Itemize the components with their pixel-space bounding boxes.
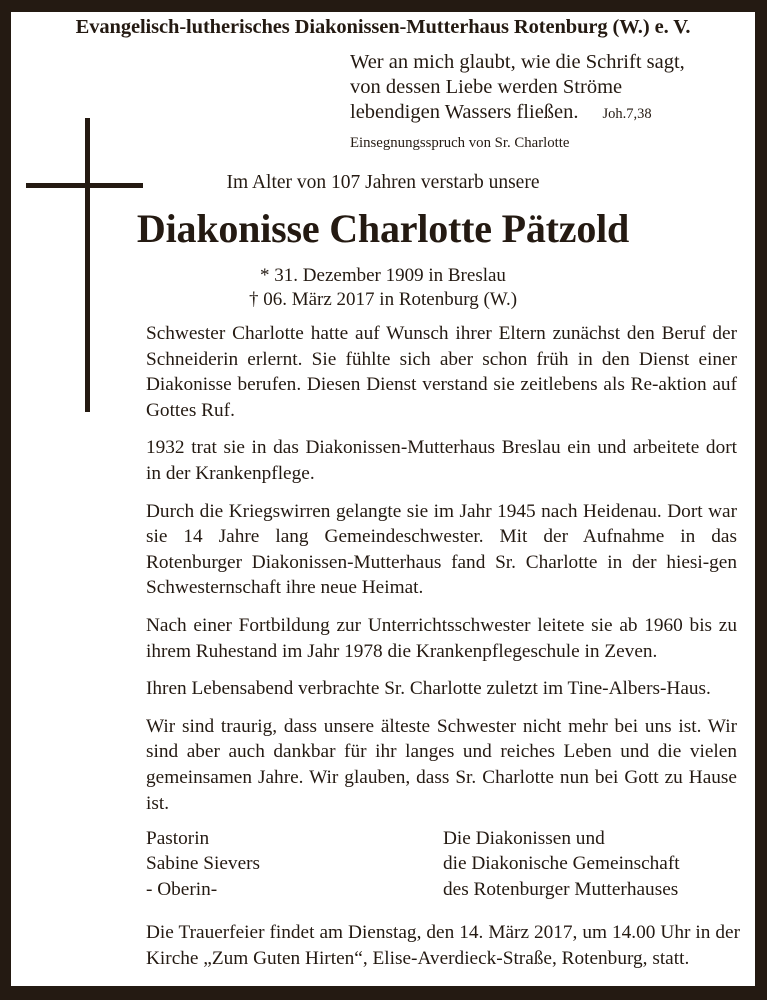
signature-line: Die Diakonissen und [443, 828, 605, 849]
verse-line: Wer an mich glaubt, wie die Schrift sagt, [350, 51, 685, 73]
signature-column-right [443, 826, 737, 902]
biography-paragraph: Ihren Lebensabend verbrachte Sr. Charlotte zuletzt im Tine-Albers-Haus. [146, 678, 711, 700]
funeral-notice-text: Die Trauerfeier findet am Dienstag, den 14. März 2017, um 14.00 Uhr in der Kirche „Zum Guten Hirten“, Elise-Averdieck-Straße, Rotenburg, statt. [146, 922, 740, 969]
funeral-details [146, 920, 740, 971]
verse-line: von dessen Liebe werden Ströme [350, 76, 623, 98]
death-date: † 06. März 2017 in Rotenburg (W.) [248, 288, 518, 310]
deceased-name: Diakonisse Charlotte Pätzold [136, 206, 630, 251]
signature-line: Sabine Sievers [146, 853, 261, 875]
biography-paragraph: 1932 trat sie in das Diakonissen-Mutterhaus Breslau ein und arbeitete dort in der Krankenpflege. [146, 437, 737, 484]
signature-column-left [146, 826, 443, 902]
verse-line-with-reference [350, 100, 750, 127]
age-statement: Im Alter von 107 Jahren verstarb unsere [226, 172, 540, 193]
biography-paragraph: Wir sind traurig, dass unsere älteste Schwester nicht mehr bei uns ist. Wir sind aber auch dankbar für ihr langes und reiches Leben und die vielen gemeinsamen Jahre. Wir glauben, dass Sr. Charlotte nun bei Gott zu Hause ist. [146, 715, 737, 814]
bible-verse-block [350, 50, 750, 152]
birth-date: * 31. Dezember 1909 in Breslau [260, 265, 506, 286]
signature-line: des Rotenburger Mutterhauses [443, 878, 679, 900]
verse-attribution: Einsegnungsspruch von Sr. Charlotte [350, 135, 570, 151]
biography-paragraph: Schwester Charlotte hatte auf Wunsch ihrer Eltern zunächst den Beruf der Schneiderin erlernt. Sie fühlte sich aber schon früh in den Dienst einer Diakonisse berufen. Diesen Dienst verstand sie zeitlebens als Re-aktion auf Gottes Ruf. [146, 323, 737, 421]
signature-line: - Oberin- [146, 878, 218, 900]
signature-line: Pastorin [146, 828, 210, 849]
verse-line-text: lebendigen Wassers fließen. [350, 101, 579, 123]
biography-text [146, 321, 737, 816]
biography-paragraph: Nach einer Fortbildung zur Unterrichtsschwester leitete sie ab 1960 bis zu ihrem Ruhestand im Jahr 1978 die Krankenpflegeschule in Zeven. [146, 614, 737, 662]
life-dates [11, 264, 755, 311]
verse-reference: Joh.7,38 [602, 106, 652, 122]
biography-paragraph: Durch die Kriegswirren gelangte sie im Jahr 1945 nach Heidenau. Dort war sie 14 Jahre lang Gemeindeschwester. Mit der Aufnahme in das Rotenburger Diakonissen-Mutterhaus fand Sr. Charlotte in der hiesi-gen Schwesternschaft ihre neue Heimat. [146, 500, 737, 599]
signature-block [146, 826, 737, 902]
notice-inner [11, 12, 755, 986]
organization-title: Evangelisch-lutherisches Diakonissen-Mutterhaus Rotenburg (W.) e. V. [75, 16, 691, 38]
signature-line: die Diakonische Gemeinschaft [443, 853, 680, 875]
